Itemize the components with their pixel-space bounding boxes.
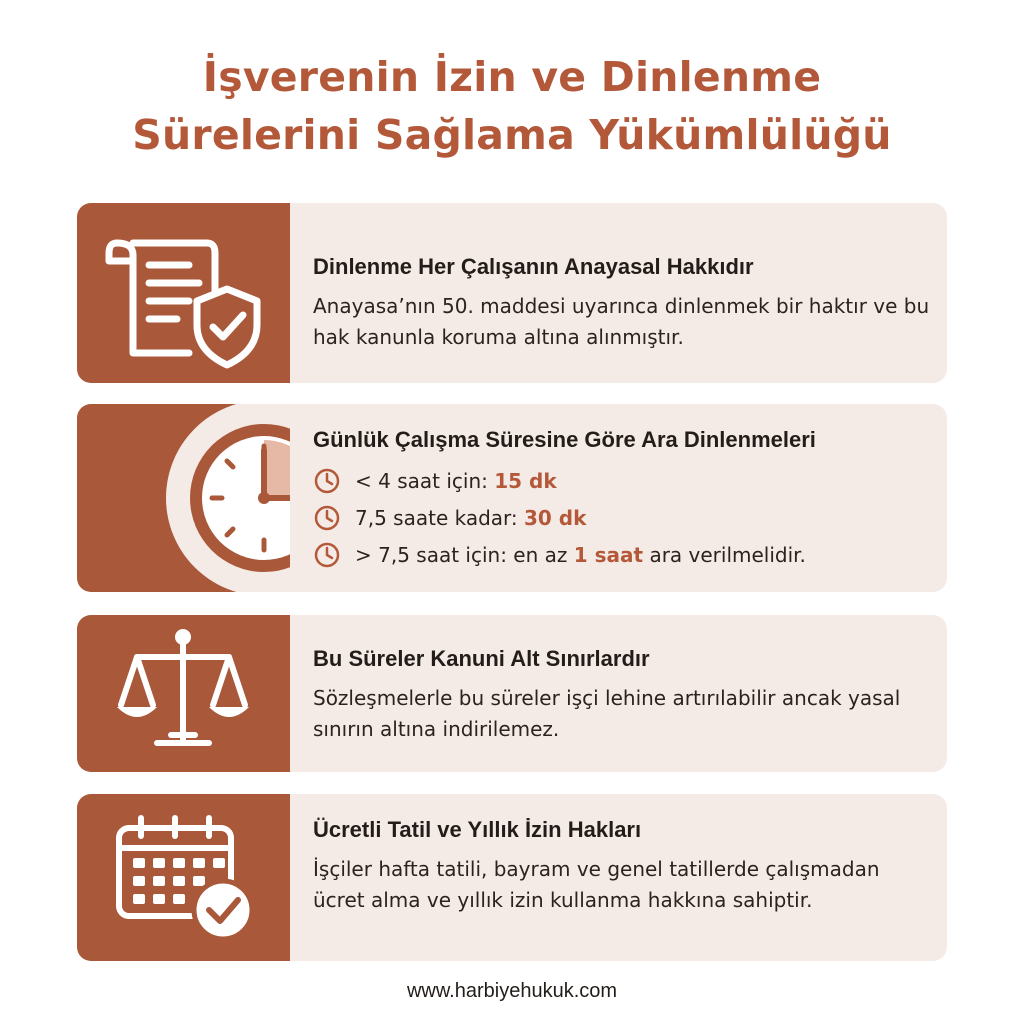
card-rest-breaks — [77, 404, 947, 592]
calendar-check-icon — [77, 794, 290, 961]
card-heading: Günlük Çalışma Süresine Göre Ara Dinlenmeleri — [313, 427, 816, 452]
break-prefix: < 4 saat için: — [355, 468, 495, 493]
card-text: Sözleşmelerle bu süreler işçi lehine artırılabilir ancak yasal sınırın altına indirilemez. — [313, 686, 901, 741]
title-line-2: Sürelerini Sağlama Yükümlülüğü — [132, 111, 892, 159]
title-line-1: İşverenin İzin ve Dinlenme — [202, 53, 822, 101]
clock-small-icon — [313, 504, 341, 532]
break-item — [313, 499, 931, 536]
break-duration: 1 saat — [573, 542, 644, 567]
scales-icon — [77, 615, 290, 772]
break-item — [313, 462, 931, 499]
card-heading: Bu Süreler Kanuni Alt Sınırlardır — [313, 646, 650, 671]
break-duration: 30 dk — [524, 505, 587, 530]
break-suffix: ara verilmelidir. — [643, 542, 806, 567]
clock-small-icon — [313, 541, 341, 569]
break-prefix: > 7,5 saat için: en az — [355, 542, 574, 567]
clock-small-icon — [313, 467, 341, 495]
website-url[interactable]: www.harbiyehukuk.com — [406, 980, 618, 1002]
card-heading: Ücretli Tatil ve Yıllık İzin Hakları — [313, 817, 642, 842]
card-text: İşçiler hafta tatili, bayram ve genel tatillerde çalışmadan ücret alma ve yıllık izin kullanma hakkına sahiptir. — [313, 857, 880, 912]
card-paid-leave — [77, 794, 947, 961]
card-constitutional-right — [77, 203, 947, 383]
document-shield-icon — [77, 203, 290, 383]
card-legal-minimums — [77, 615, 947, 772]
card-heading: Dinlenme Her Çalışanın Anayasal Hakkıdır — [313, 254, 754, 279]
break-duration: 15 dk — [494, 468, 557, 493]
break-prefix: 7,5 saate kadar: — [355, 505, 525, 530]
card-text: Anayasa’nın 50. maddesi uyarınca dinlenmek bir haktır ve bu hak kanunla koruma altına alınmıştır. — [313, 294, 930, 349]
break-item — [313, 536, 931, 573]
clock-icon — [77, 404, 290, 592]
page-title — [0, 48, 1024, 164]
